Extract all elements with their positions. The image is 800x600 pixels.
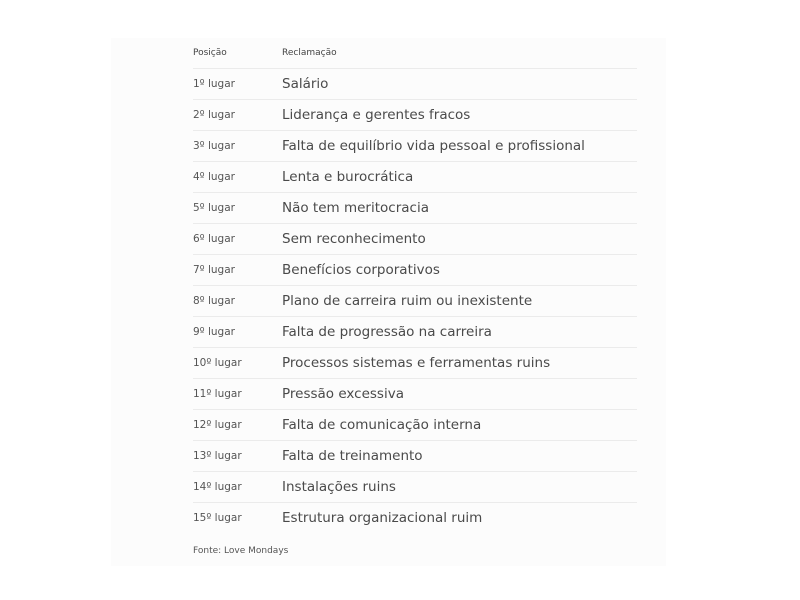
row-position: 12º lugar — [193, 419, 242, 431]
row-position: 6º lugar — [193, 233, 235, 245]
table-row — [193, 193, 637, 224]
table-row — [193, 410, 637, 441]
row-complaint: Liderança e gerentes fracos — [282, 107, 471, 123]
row-position: 15º lugar — [193, 512, 242, 524]
table-row — [193, 131, 637, 162]
row-position: 2º lugar — [193, 109, 235, 121]
table-row — [193, 255, 637, 286]
ranking-table — [193, 38, 637, 533]
table-row — [193, 224, 637, 255]
table-row — [193, 100, 637, 131]
row-complaint: Sem reconhecimento — [282, 231, 426, 247]
table-row — [193, 317, 637, 348]
source-note: Fonte: Love Mondays — [193, 546, 289, 556]
row-complaint: Não tem meritocracia — [282, 200, 429, 216]
table-row — [193, 472, 637, 503]
row-position: 14º lugar — [193, 481, 242, 493]
row-complaint: Falta de equilíbrio vida pessoal e profissional — [282, 138, 585, 154]
row-complaint: Falta de comunicação interna — [282, 417, 482, 433]
row-position: 7º lugar — [193, 264, 235, 276]
table-row — [193, 286, 637, 317]
table-row — [193, 348, 637, 379]
row-position: 13º lugar — [193, 450, 242, 462]
row-complaint: Salário — [282, 76, 329, 92]
row-complaint: Falta de progressão na carreira — [282, 324, 492, 340]
row-complaint: Processos sistemas e ferramentas ruins — [282, 355, 551, 371]
table-header — [193, 38, 637, 69]
row-complaint: Falta de treinamento — [282, 448, 423, 464]
row-position: 10º lugar — [193, 357, 242, 369]
row-position: 5º lugar — [193, 202, 235, 214]
table-row — [193, 69, 637, 100]
row-position: 4º lugar — [193, 171, 235, 183]
row-complaint: Instalações ruins — [282, 479, 396, 495]
row-complaint: Plano de carreira ruim ou inexistente — [282, 293, 533, 309]
table-row — [193, 162, 637, 193]
row-position: 1º lugar — [193, 78, 235, 90]
row-complaint: Benefícios corporativos — [282, 262, 440, 278]
row-complaint: Estrutura organizacional ruim — [282, 510, 483, 526]
table-body — [193, 69, 637, 533]
row-complaint: Pressão excessiva — [282, 386, 404, 402]
table-row — [193, 503, 637, 533]
table-row — [193, 441, 637, 472]
row-position: 11º lugar — [193, 388, 242, 400]
table-row — [193, 379, 637, 410]
row-complaint: Lenta e burocrática — [282, 169, 414, 185]
row-position: 9º lugar — [193, 326, 235, 338]
ranking-card — [111, 38, 666, 566]
header-complaint: Reclamação — [282, 48, 337, 58]
row-position: 8º lugar — [193, 295, 235, 307]
header-position: Posição — [193, 48, 227, 58]
row-position: 3º lugar — [193, 140, 235, 152]
